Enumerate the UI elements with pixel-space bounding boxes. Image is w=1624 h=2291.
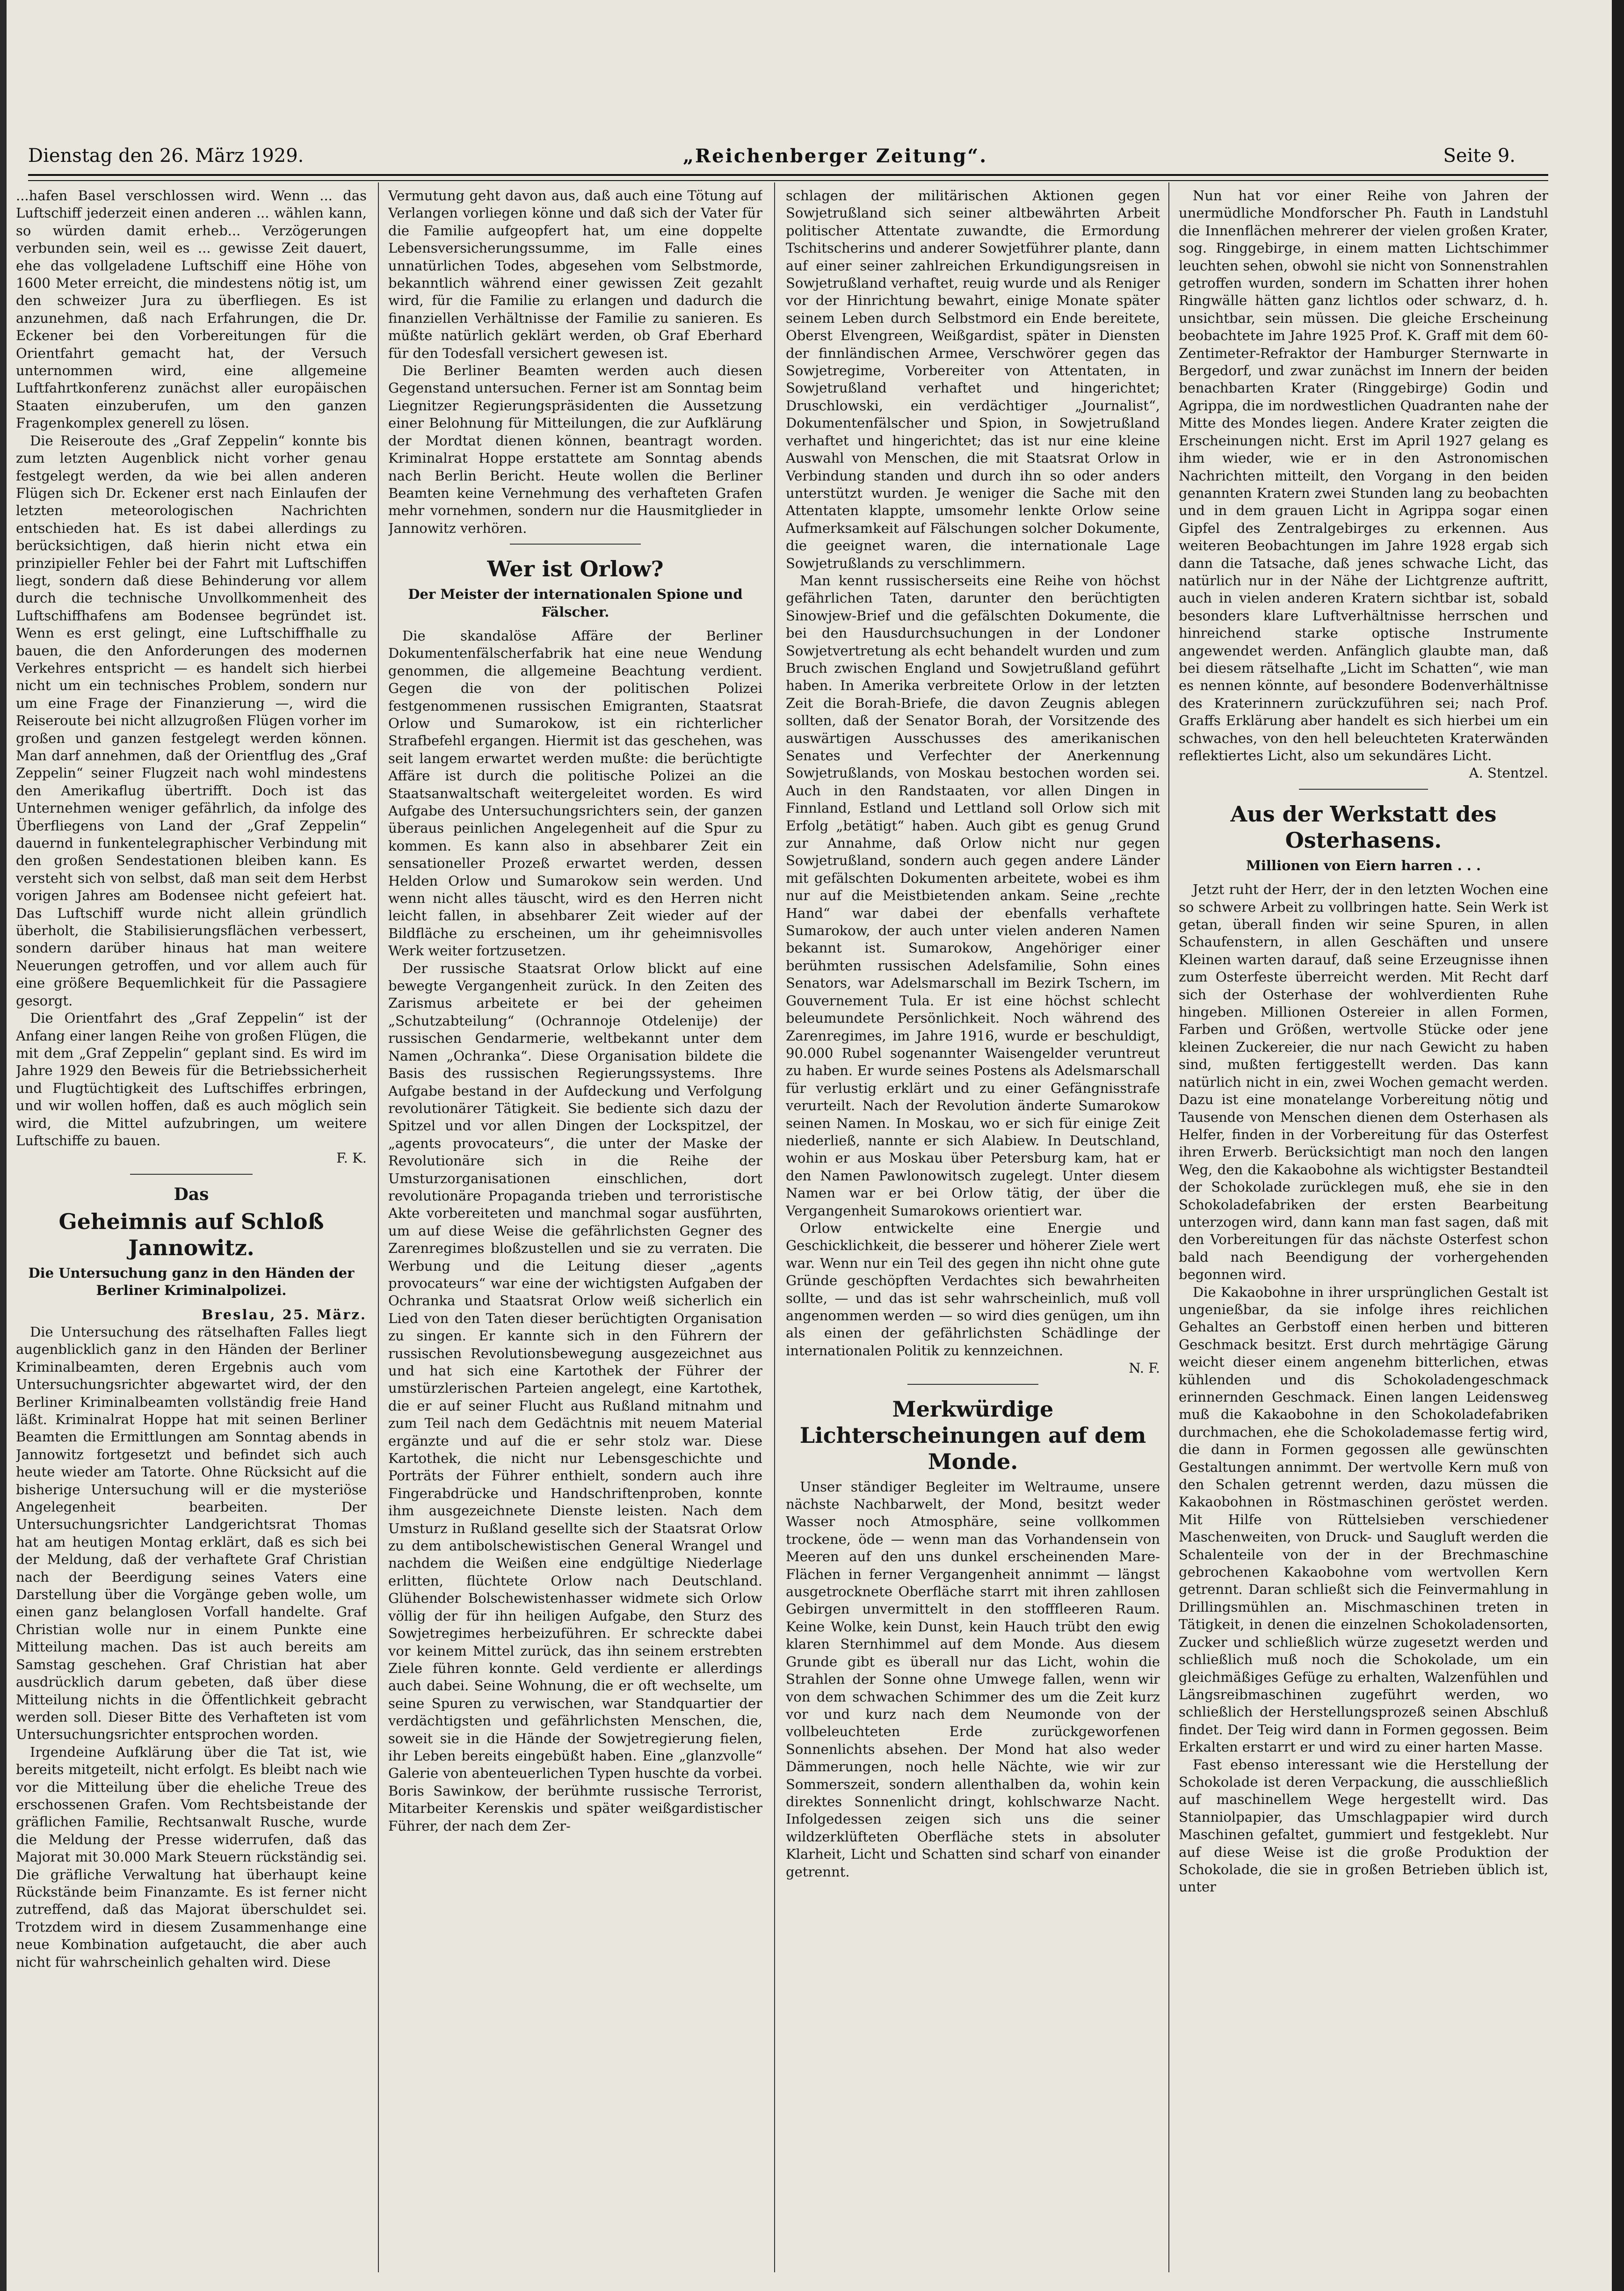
article-signature: A. Stentzel. xyxy=(1469,765,1548,781)
article-signature: F. K. xyxy=(336,1150,367,1166)
column-2 xyxy=(388,187,762,2272)
article-moon-paragraph: Nun hat vor einer Reihe von Jahren der unermüdliche Mondforscher Ph. Fauth in Landstuhl die Innenflächen mehrerer der vielen großen Krater, sog. Ringgebirge, in einem matten Lichtschimmer leuchten sehen, obwohl sie nicht von Sonnenstrahlen getroffen wurden, sondern im Schatten ihrer hohen Ringwälle hätten ganz lichtlos oder schwarz, d. h. unsichtbar, sein müssen. Die gleiche Erscheinung beobachtete im Jahre 1925 Prof. K. Graff mit dem 60-Zentimeter-Refraktor der Hamburger Sternwarte in Bergedorf, und zwar zunächst im Innern der beiden benachbarten Krater (Ringgebirge) Godin und Agrippa, die im nordwestlichen Quadranten nahe der Mitte des Mondes liegen. Andere Krater zeigten die Erscheinungen nicht. Erst im April 1927 gelang es ihm wieder, wie er in den Astronomischen Nachrichten mitteilt, den Vorgang in den beiden genannten Kratern zwei Stunden lang zu beobachten und in dem grauen Licht in Agrippa sogar einen Gipfel des Zentralgebirges zu erkennen. Aus weiteren Beobachtungen im Jahre 1928 ergab sich dann die Tatsache, daß jenes schwache Licht, das natürlich nur in der Nähe der Lichtgrenze auftritt, auch in vielen anderen Kratern sichtbar ist, sobald besonders klare Luftverhältnisse herrschen und hinreichend starke optische Instrumente angewendet werden. Anfänglich glaubte man, daß bei diesem rätselhafte „Licht im Schatten“, wie man es nennen könnte, auf besondere Bodenverhältnisse des Kraterinnern zurückzuführen sei; nach Prof. Graffs Erklärung aber handelt es sich hierbei um ein schwaches, von den hell beleuchteten Kraterwänden reflektiertes Licht, also um sekundäres Licht. xyxy=(1179,188,1548,764)
article-jannowitz-paragraph: Die Untersuchung des rätselhaften Falles liegt augenblicklich ganz in den Händen der Berliner Kriminalbeamten, deren Ergebnis auch vom Untersuchungsrichter abgewartet wird, der den Berliner Kriminalbeamten vollständig freie Hand läßt. Kriminalrat Hoppe hat mit seinen Berliner Beamten die Ermittlungen am Sonntag abends in Jannowitz fortgesetzt und befindet sich auch heute wieder am Tatorte. Ohne Rücksicht auf die bisherige Untersuchung will er die mysteriöse Angelegenheit bearbeiten. Der Untersuchungsrichter Landgerichtsrat Thomas hat am heutigen Montag erklärt, daß es sich bei der Meldung, daß der verhaftete Graf Christian nach der Beerdigung seines Vaters eine Darstellung über die Vorgänge geben wolle, um einen ganz belanglosen Vorfall handelte. Graf Christian wolle nur in einem Punkte eine Mitteilung machen. Das ist auch bereits am Samstag geschehen. Graf Christian hat aber ausdrücklich darum gebeten, daß über diese Mitteilung nichts in die Öffentlichkeit gebracht werden soll. Dieser Bitte des Verhafteten ist vom Untersuchungsrichter entsprochen worden. xyxy=(16,1324,367,1743)
article-separator xyxy=(130,1174,253,1175)
article-title-easter: Aus der Werkstatt des Osterhasens. xyxy=(1230,801,1497,853)
article-separator xyxy=(907,1384,1038,1385)
article-subtitle: Der Meister der internationalen Spione und Fälscher. xyxy=(408,586,743,620)
article-zeppelin-paragraph: Die Orientfahrt des „Graf Zeppelin“ ist der Anfang einer langen Reihe von großen Flügen, die mit dem „Graf Zeppelin“ geplant sind. Es wird im Jahre 1929 den Beweis für die Betriebssicherheit und Flugtüchtigkeit des Luftschiffes erbringen, und wir wollen hoffen, daß es auch möglich sein wird, die Mittel aufzubringen, um weitere Luftschiffe zu bauen. xyxy=(16,1010,367,1149)
article-moon-paragraph: Unser ständiger Begleiter im Weltraume, unsere nächste Nachbarwelt, der Mond, besitzt weder Wasser noch Atmosphäre, seine vollkommen trockene, öde — wenn man das Vorhandensein von Meeren auf den uns dunkel erscheinenden Mare-Flächen in ferner Vergangenheit annimmt — längst ausgetrocknete Oberfläche starrt mit ihren zahllosen Gebirgen unvermittelt in den stofffleeren Raum. Keine Wolke, kein Dunst, kein Hauch trübt den ewig klaren Sternhimmel auf dem Monde. Aus diesem Grunde gibt es überall nur das Licht, wohin die Strahlen der Sonne ohne Umwege fallen, wenn wir von dem schwachen Schimmer des um die Zeit kurz vor und kurz nach dem Neumonde von der vollbeleuchteten Erde zurückgeworfenen Sonnenlichts absehen. Der Mond hat also weder Dämmerungen, noch helle Nächte, wie wir zur Sommerszeit, sondern allenthalben da, wohin kein direktes Sonnenlicht dringt, kohlschwarze Nacht. Infolgedessen zeigen sich uns die seiner wildzerklüfteten Oberfläche stets in absoluter Klarheit, Licht und Schatten sind scharf von einander getrennt. xyxy=(786,1478,1160,1880)
article-easter-paragraph: Jetzt ruht der Herr, der in den letzten Wochen eine so schwere Arbeit zu vollbringen hatte. Sein Werk ist getan, überall finden wir seine Spuren, in allen Schaufenstern, in allen Geschäften und unsere Kleinen warten darauf, daß seine Erzeugnisse ihnen zum Osterfeste überreicht werden. Mit Recht darf sich der Osterhase der wohlverdienten Ruhe hingeben. Millionen Ostereier in allen Formen, Farben und Größen, wertvolle Stücke oder jene kleinen Zuckereier, die nur nach Gewicht zu haben sind, mußten fertiggestellt werden. Das kann natürlich nicht in ein, zwei Wochen gemacht werden. Dazu ist eine monatelange Vorbereitung nötig und Tausende von Menschen dienen dem Osterhasen als Helfer, finden in der Vorbereitung für das Osterfest ihren Erwerb. Berücksichtigt man noch den langen Weg, den die Kakaobohne als wichtigster Bestandteil der Schokolade zurücklegen muß, ehe sie in den Schokoladefabriken der ersten Bearbeitung unterzogen wird, dann kann man fast sagen, daß mit den Vorbereitungen für das nächste Osterfest schon bald nach Beendigung der vorhergehenden begonnen wird. xyxy=(1179,881,1548,1283)
article-jannowitz-paragraph: Irgendeine Aufklärung über die Tat ist, wie bereits mitgeteilt, nicht erfolgt. Es bleibt nach wie vor die Mitteilung über die eheliche Treue des erschossenen Grafen. Vom Rechtsbeistande der gräflichen Familie, Rechtsanwalt Rusche, wurde die Meldung der Presse widerrufen, daß das Majorat mit 30.000 Mark Steuern rückständig sei. Die gräfliche Verwaltung hat überhaupt keine Rückstände beim Finanzamte. Es ist ferner nicht zutreffend, daß das Majorat überschuldet sei. Trotzdem wird in diesem Zusammenhange eine neue Kombination aufgetaucht, die aber auch nicht für wahrscheinlich gehalten wird. Diese xyxy=(16,1744,367,1970)
article-easter-paragraph: Die Kakaobohne in ihrer ursprünglichen Gestalt ist ungenießbar, da sie infolge ihres reichlichen Gehaltes an Gerbstoff einen herben und bitteren Geschmack besitzt. Erst durch mehrtägige Gärung weicht dieser einem angenehm bitterlichen, etwas kühlenden und dis Schokoladengeschmack erinnernden Geschmack. Einen langen Leidensweg muß die Kakaobohne in den Schokoladefabriken durchmachen, ehe die Schokolademasse fertig wird, die dann in Formen gegossen alle gewünschten Gestaltungen annimmt. Der wertvolle Kern muß von den Schalen getrennt werden, dazu müssen die Kakaobohnen in Röstmaschinen geröstet werden. Mit Hilfe von Rüttelsieben verschiedener Maschenweiten, von Druck- und Saugluft werden die Schalenteile von der in der Brechmaschine gebrochenen Kakaobohne vom wertvollen Kern getrennt. Daran schließt sich die Feinvermahlung in Drillingsmühlen an. Mischmaschinen treten in Tätigkeit, in denen die einzelnen Schokoladensorten, Zucker und schließlich würze zugesetzt werden und schließlich muß noch die Schokolade, um ein gleichmäßiges Gefüge zu erhalten, Walzenfühlen und Längsreibmaschinen zugeführt werden, wo schließlich der Herstellungsprozeß seinen Abschluß findet. Der Teig wird dann in Formen gegossen. Beim Erkalten erstarrt er und wird zu einer harten Masse. xyxy=(1179,1284,1548,1755)
article-jannowitz-paragraph: Die Berliner Beamten werden auch diesen Gegenstand untersuchen. Ferner ist am Sonntag beim Liegnitzer Regierungspräsidenten die Aussetzung einer Belohnung für Mitteilungen, die zur Aufklärung der Mordtat dienen können, beantragt worden. Kriminalrat Hoppe erstattete am Sonntag abends nach Berlin Bericht. Heute wollen die Berliner Beamten keine Vernehmung des verhafteten Grafen mehr vornehmen, sondern nur die Hausmitglieder in Jannowitz verhören. xyxy=(388,363,762,536)
article-orlow-paragraph: Die skandalöse Affäre der Berliner Dokumentenfälscherfabrik hat eine neue Wendung genommen, die allgemeine Beachtung verdient. Gegen die von der politischen Polizei festgenommenen russischen Emigranten, Staatsrat Orlow und Sumarokow, ist ein richterlicher Strafbefehl ergangen. Hiermit ist das geschehen, was seit langem erwartet werden mußte: die berüchtigte Affäre ist durch die politische Polizei an die Staatsanwaltschaft weitergeleitet worden. Es wird Aufgabe des Untersuchungsrichters sein, der ganzen überaus peinlichen Angelegenheit auf die Spur zu kommen. Es kann also in absehbarer Zeit ein sensationeller Prozeß erwartet werden, dessen Helden Orlow und Sumarokow sein werden. Und wenn nicht alles täuscht, wird es den Herren nicht leicht fallen, in absehbarer Zeit wieder auf der Bildfläche zu erscheinen, um ihr geheimnisvolles Werk weiter fortzusetzen. xyxy=(388,627,762,959)
article-dateline: Breslau, 25. März. xyxy=(202,1306,367,1323)
header-rule-thin xyxy=(28,180,1548,181)
article-orlow-paragraph: Der russische Staatsrat Orlow blickt auf eine bewegte Vergangenheit zurück. In den Zeiten des Zarismus arbeitete er bei der geheimen „Schutzabteilung“ (Ochrannoje Otdelenije) der russischen Gendarmerie, weltbekannt unter dem Namen „Ochranka“. Diese Organisation bildete die Basis des russischen Regierungssystems. Ihre Aufgabe bestand in der Aufdeckung und Verfolgung revolutionärer Tätigkeit. Sie bediente sich dazu der Spitzel und vor allen Dingen der Lockspitzel, der „agents provocateurs“, die unter der Maske der Revolutionäre sich in die Reihe der Umsturzorganisationen einschlichen, dort revolutionäre Propaganda trieben und terroristische Akte vorbereiteten und manchmal sogar ausführten, um auf diese Weise die gefährlichsten Gegner des Zarenregimes bloßzustellen und sie zu verraten. Die Werbung und die Leitung dieser „agents provocateurs“ war eine der wichtigsten Aufgaben der Ochranka und Staatsrat Orlow weiß sicherlich ein Lied von den Taten dieser berüchtigten Organisation zu singen. Er kannte sich in den Führern der russischen Revolutionsbewegung ausgezeichnet aus und hat sich eine Kartothek der Führer der umstürzlerischen Parteien angelegt, eine Kartothek, die er auf seiner Flucht aus Rußland mitnahm und zum Teil nach dem Gedächtnis mit neuem Material ergänzte und auf die er sehr stolz war. Diese Kartothek, die nicht nur Lebensgeschichte und Porträts der Führer enthielt, sondern auch ihre Fingerabdrücke und Handschriftenproben, konnte ihm ausgezeichnete Dienste leisten. Nach dem Umsturz in Rußland gesellte sich der Staatsrat Orlow zu dem antibolschewistischen General Wrangel und nachdem die Weißen eine endgültige Niederlage erlitten, flüchtete Orlow nach Deutschland. Glühender Bolschewistenhasser widmete sich Orlow völlig der für ihn heiligen Aufgabe, den Sturz des Sowjetregimes herbeizuführen. Er schreckte dabei vor keinem Mittel zurück, das ihn seinem erstrebten Ziele führen konnte. Geld verdiente er allerdings auch dabei. Seine Wohnung, die er oft wechselte, um seine Spuren zu verwischen, war Standquartier der verdächtigsten und gefährlichsten Menschen, die, soweit sie in die Hände der Sowjetregierung fielen, ihr Leben bereits eingebüßt haben. Eine „glanzvolle“ Galerie von abenteuerlichen Typen huschte da vorbei. Boris Sawinkow, der berühmte russische Terrorist, Mitarbeiter Kerenskis und später weißgardistischer Führer, der nach dem Zer- xyxy=(388,960,762,1834)
article-orlow-paragraph: schlagen der militärischen Aktionen gegen Sowjetrußland sich seiner altbewährten Arbeit politischer Attentate zuwandte, die Ermordung Tschitscherins und anderer Sowjetführer plante, dann auf einer seiner zahlreichen Erkundigungsreisen in Sowjetrußland verhaftet, reuig wurde und als Reniger vor der Hinrichtung bewahrt, einige Monate später seinem Leben durch Selbstmord ein Ende bereitete, Oberst Elvengreen, Weißgardist, später in Diensten der finnländischen Armee, Verschwörer gegen das Sowjetregime, Vorbereiter von Attentaten, in Sowjetrußland verhaftet und hingerichtet; Druschlowski, ein verdächtiger „Journalist“, Dokumentenfälscher und Spion, in Sowjetrußland verhaftet und hingerichtet; das ist nur eine kleine Auswahl von Menschen, die mit Staatsrat Orlow in Verbindung standen und durch ihn so oder anders unterstützt wurden. Je weniger die Sache mit den Attentaten klappte, umsomehr lenkte Orlow seine Aufmerksamkeit auf Fälschungen solcher Dokumente, die geeignet waren, die internationale Lage Sowjetrußlands zu verschlimmern. xyxy=(786,188,1160,571)
article-subtitle: Die Untersuchung ganz in den Händen der Berliner Kriminalpolizei. xyxy=(28,1265,355,1299)
column-divider xyxy=(378,182,379,2272)
article-separator xyxy=(510,544,641,545)
scan-edge-left xyxy=(0,0,7,2291)
column-4 xyxy=(1179,187,1548,2272)
article-subtitle: Millionen von Eiern harren . . . xyxy=(1246,857,1481,873)
header-rule xyxy=(28,174,1548,176)
article-separator xyxy=(1299,789,1428,790)
article-easter-paragraph: Fast ebenso interessant wie die Herstellung der Schokolade ist deren Verpackung, die ausschließlich auf maschinellem Wege hergestellt wird. Das Stanniolpapier, das Umschlagpapier wird durch Maschinen gefaltet, gummiert und festgeklebt. Nur auf diese Weise ist die große Produktion der Schokolade, die sie in großen Betrieben üblich ist, unter xyxy=(1179,1756,1548,1895)
page-header xyxy=(28,140,1515,168)
article-orlow-paragraph: Man kennt russischerseits eine Reihe von höchst gefährlichen Taten, darunter den berüchtigten Sinowjew-Brief und die gefälschten Dokumente, die bei den Hausdurchsuchungen in der Londoner Sowjetvertretung als echt behandelt wurden und zum Bruch zwischen England und Sowjetrußland geführt haben. In Amerika verbreitete Orlow in der letzten Zeit die Borah-Briefe, die davon Zeugnis ablegen sollten, daß der Senator Borah, der Vorsitzende des auswärtigen Ausschusses des amerikanischen Senates und Verfechter der Anerkennung Sowjetrußlands, von Moskau bestochen worden sei. Auch in den Randstaaten, vor allen Dingen in Finnland, Estland und Lettland soll Orlow sich mit Erfolg „betätigt“ haben. Auch gibt es genug Grund zur Annahme, daß Orlow nicht nur gegen Sowjetrußland, sondern auch gegen andere Länder mit gefälschten Dokumenten arbeitete, wobei es ihm nur auf die Meistbietenden ankam. Seine „rechte Hand“ war dabei der ebenfalls verhaftete Sumarokow, der auch unter vielen anderen Namen bekannt ist. Sumarokow, Angehöriger einer berühmten russischen Adelsfamilie, Sohn eines Senators, war Adelsmarschall im Bezirk Tschern, im Gouvernement Tula. Er ist eine höchst schlecht beleumundete Persönlichkeit. Noch während des Zarenregimes, im Jahre 1916, wurde er beschuldigt, 90.000 Rubel sogenannter Waisengelder veruntreut zu haben. Er wurde seines Postens als Adelsmarschall für verlustig erklärt und zu einer Gefängnisstrafe verurteilt. Nach der Revolution änderte Sumarokow seinen Namen. In Moskau, wo er sich für einige Zeit niederließ, nannte er sich Alabiew. In Deutschland, wohin er aus Moskau über Petersburg kam, hat er den Namen Pawlonowitsch zugelegt. Unter diesem Namen war er bei Orlow tätig, der über die Vergangenheit Sumarokows orientiert war. xyxy=(786,572,1160,1219)
scan-edge-right xyxy=(1612,0,1624,2291)
article-zeppelin-paragraph: Die Reiseroute des „Graf Zeppelin“ konnte bis zum letzten Augenblick nicht vorher genau festgelegt werden, da wie bei allen anderen Flügen sich Dr. Eckener erst nach Einlaufen der letzten meteorologischen Nachrichten entschieden hat. Es ist dabei allerdings zu berücksichtigen, daß hierin nicht etwa ein prinzipieller Fehler bei der Fahrt mit Luftschiffen liegt, sondern daß diese Behinderung vor allem durch die technische Unvollkommenheit des Luftschiffhafens am Bodensee begründet ist. Wenn es erst gelingt, eine Luftschiffhalle zu bauen, die den Anforderungen des modernen Verkehres entspricht — es handelt sich hierbei nicht um ein technisches Problem, sondern nur um eine Frage der Finanzierung —, wird die Reiseroute bei nicht allzugroßen Flügen vorher im großen und ganzen festgelegt werden können. Man darf annehmen, daß der Orientflug des „Graf Zeppelin“ seiner Flugzeit nach wohl mindestens den Amerikaflug übertrifft. Doch ist das Unternehmen weniger gefährlich, da infolge des Überfliegens von Land der „Graf Zeppelin“ dauernd in funkentelegraphischer Verbindung mit den großen Sendestationen bleiben kann. Es versteht sich von selbst, daß man seit dem Herbst vorigen Jahres am Bodensee nicht gefeiert hat. Das Luftschiff wurde nicht allein gründlich überholt, die Stabilisierungsflächen verbessert, sondern darüber hinaus hat man weitere Neuerungen getroffen, und vor allem auch für eine größere Bequemlichkeit für die Passagiere gesorgt. xyxy=(16,432,367,1009)
article-title-jannowitz: Geheimnis auf Schloß Jannowitz. xyxy=(58,1208,324,1260)
article-zeppelin-paragraph: ...hafen Basel verschlossen wird. Wenn ... das Luftschiff jederzeit einen anderen ... wählen kann, so würden damit erheb... Verzögerungen verbunden sein, weil es ... gewisse Zeit dauert, ehe das vollgeladene Luftschiff eine Höhe von 1600 Meter erreicht, die mindestens nötig ist, um den schweizer Jura zu überfliegen. Es ist anzunehmen, daß nach Erfahrungen, die Dr. Eckener bei den Vorbereitungen für die Orientfahrt gemacht hat, der Versuch unternommen wird, eine allgemeine Luftfahrtkonferenz zunächst aller europäischen Staaten einzuberufen, um den ganzen Fragenkomplex generell zu lösen. xyxy=(16,188,367,431)
article-jannowitz-paragraph: Vermutung geht davon aus, daß auch eine Tötung auf Verlangen vorliegen könne und daß sich der Vater für die Familie aufgeopfert hat, um eine doppelte Lebensversicherungssumme, im Falle eines unnatürlichen Todes, abgesehen vom Selbstmorde, bekanntlich während einer gewissen Zeit gezahlt wird, für die Familie zu erlangen und dadurch die finanziellen Verhältnisse der Familie zu sanieren. Es müßte natürlich geklärt werden, ob Graf Eberhard für den Todesfall versichert gewesen ist. xyxy=(388,188,762,361)
header-newspaper-title: „Reichenberger Zeitung“. xyxy=(683,145,988,167)
header-page-number: Seite 9. xyxy=(1443,145,1515,167)
article-signature: N. F. xyxy=(1129,1360,1160,1376)
article-title-orlow: Wer ist Orlow? xyxy=(487,556,664,582)
article-title-prefix: Das xyxy=(174,1184,209,1204)
column-divider xyxy=(1168,182,1169,2272)
column-divider xyxy=(774,182,775,2272)
column-1 xyxy=(16,187,367,2272)
article-title-moon: Merkwürdige Lichterscheinungen auf dem Monde. xyxy=(799,1396,1146,1474)
header-date: Dienstag den 26. März 1929. xyxy=(28,145,304,167)
article-orlow-paragraph: Orlow entwickelte eine Energie und Geschicklichkeit, die besserer und höherer Ziele wert war. Wenn nur ein Teil des gegen ihn nicht ohne gute Gründe geschöpften Verdachtes sich bewahrheiten sollte, — und das ist sehr wahrscheinlich, muß voll angenommen werden — so wird dies genügen, um ihn als einen der gefährlichsten Schädlinge der internationalen Politik zu kennzeichnen. xyxy=(786,1220,1160,1359)
column-3 xyxy=(786,187,1160,2272)
